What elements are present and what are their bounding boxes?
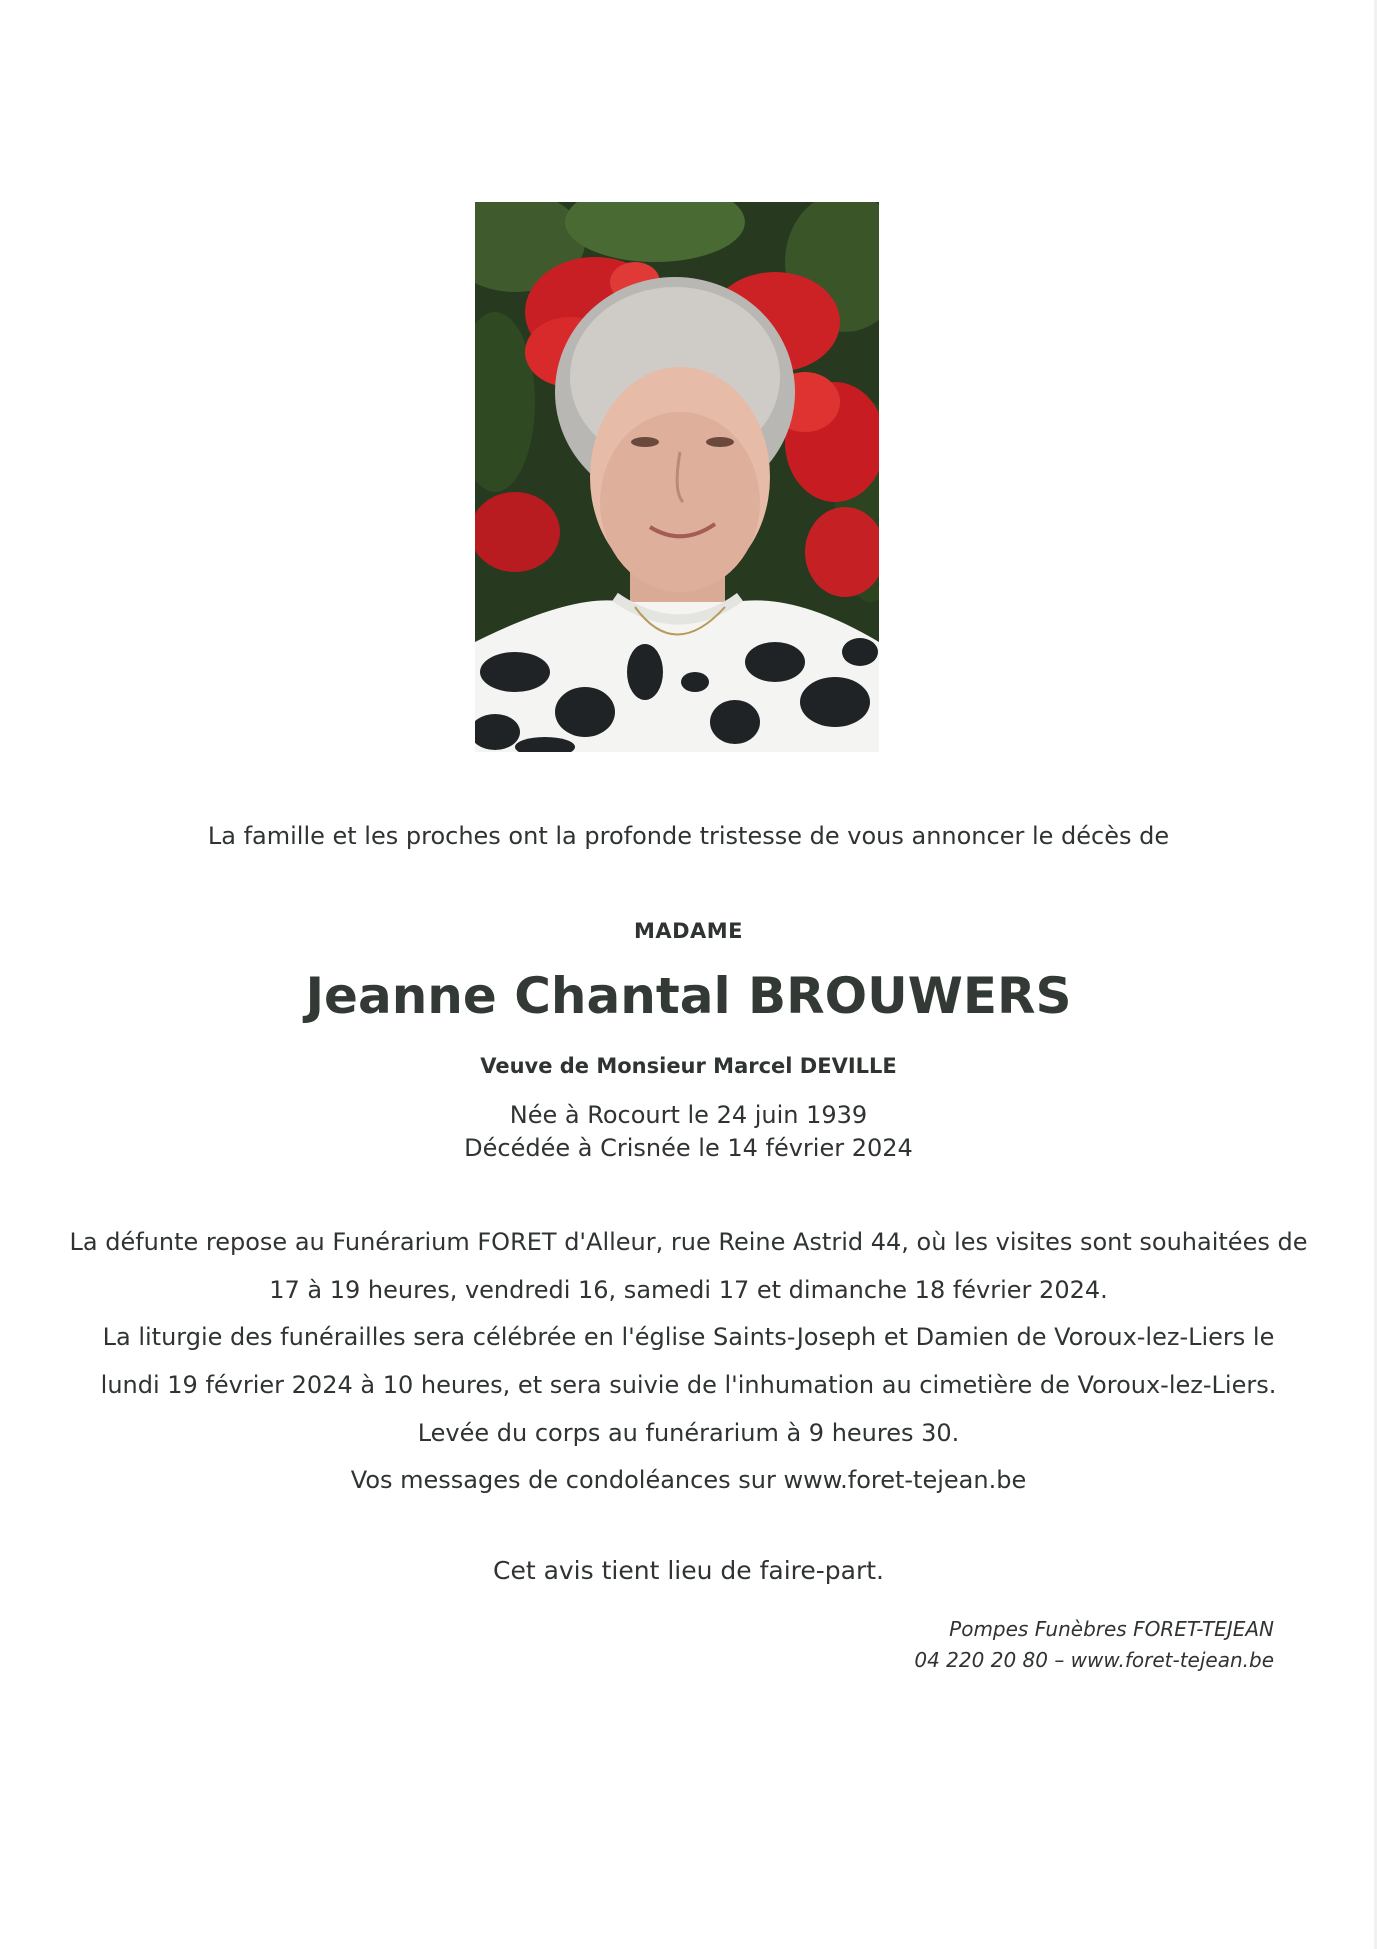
condolences-line: Vos messages de condoléances sur www.foret-tejean.be xyxy=(350,1466,1027,1494)
intro-text: La famille et les proches ont la profonde tristesse de vous annoncer le décès de xyxy=(207,822,1170,850)
detail-line: Levée du corps au funérarium à 9 heures 30. xyxy=(417,1419,960,1447)
detail-line: lundi 19 février 2024 à 10 heures, et sera suivie de l'inhumation au cimetière de Voroux-lez-Liers. xyxy=(100,1371,1277,1399)
detail-line: La défunte repose au Funérarium FORET d'Alleur, rue Reine Astrid 44, où les visites sont souhaitées de xyxy=(69,1228,1308,1256)
honorific: MADAME xyxy=(633,919,744,943)
funeral-home-contact: 04 220 20 80 – www.foret-tejean.be xyxy=(914,1648,1274,1672)
birth-line: Née à Rocourt le 24 juin 1939 xyxy=(509,1101,868,1129)
death-line: Décédée à Crisnée le 14 février 2024 xyxy=(464,1134,913,1162)
detail-line: 17 à 19 heures, vendredi 16, samedi 17 et dimanche 18 février 2024. xyxy=(269,1276,1108,1304)
funeral-home-name: Pompes Funèbres FORET-TEJEAN xyxy=(949,1617,1274,1641)
closing-text: Cet avis tient lieu de faire-part. xyxy=(492,1556,884,1585)
portrait-photo xyxy=(475,202,879,752)
deceased-name: Jeanne Chantal BROUWERS xyxy=(305,967,1072,1025)
detail-line: La liturgie des funérailles sera célébrée en l'église Saints-Joseph et Damien de Voroux-lez-Liers le xyxy=(102,1323,1275,1351)
spouse-line: Veuve de Monsieur Marcel DEVILLE xyxy=(480,1054,897,1078)
